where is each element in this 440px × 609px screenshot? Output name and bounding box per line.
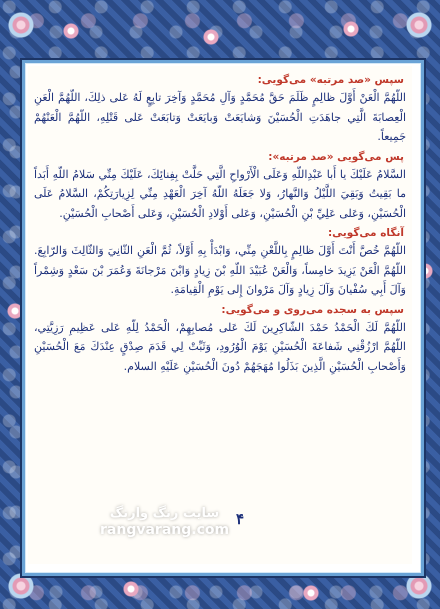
- section-heading: سپس به سجده می‌روی و می‌گویی:: [221, 303, 404, 316]
- watermark-url: rangvarang.com: [100, 522, 230, 538]
- floral-ornament-icon: [4, 8, 38, 42]
- page-number: ۴: [236, 510, 245, 528]
- flower-icon: [300, 582, 322, 604]
- section-3: [34, 227, 406, 300]
- section-heading: سپس «صد مرتبه» می‌گویی:: [257, 74, 404, 86]
- prayer-page: [28, 66, 412, 564]
- prayer-text: السَّلامُ عَلَيْكَ يا أَبا عَبْدِاللّهِ وَعَلَى الْأَرْواحِ الَّتِي حَلَّتْ بِفِنائِكَ، عَلَيْكَ مِنِّي سَلامُ اللّهِ أَبَداً ما بَقِيتُ وَبَقِيَ اللَّيْلُ وَالنَّهارُ، وَلا جَعَلَهُ اللّهُ آخِرَ الْعَهْدِ مِنِّي لِزِيارَتِكُمْ، السَّلامُ عَلَى الْحُسَيْنِ، وَعَلى عَلِيِّ بْنِ الْحُسَيْنِ، وَعَلى أَوْلادِ الْحُسَيْنِ، وَعَلى أَصْحابِ الْحُسَيْنِ.: [34, 167, 406, 220]
- flower-icon: [340, 18, 362, 40]
- watermark-persian: سایت رنگ وارنگ: [109, 506, 220, 521]
- prayer-text: اللّهُمَّ خُصَّ أَنْتَ أَوَّلَ ظالِمٍ بِاللَّعْنِ مِنِّي، وَابْدَأْ بِهِ أَوَّلاً، ثُمَّ الْعَنِ الثّانِيَ وَالثّالِثَ وَالرّابِعَ. اللّهُمَّ الْعَنْ يَزِيدَ خامِساً، وَالْعَنْ عُبَيْدَ اللّهِ بْنَ زِيادٍ وَابْنَ مَرْجانَةَ وَعُمَرَ بْنَ سَعْدٍ وَشِمْراً وَآلَ أَبِي سُفْيانَ وَآلَ زِيادٍ وَآلَ مَرْوانَ إِلى يَوْمِ الْقِيامَةِ.: [34, 244, 406, 296]
- floral-ornament-icon: [402, 8, 436, 42]
- section-heading: آنگاه می‌گویی:: [327, 227, 404, 239]
- prayer-text: اللّهُمَّ لَكَ الْحَمْدُ حَمْدَ الشّاكِرِينَ لَكَ عَلى مُصابِهِمْ، الْحَمْدُ لِلّهِ عَلى عَظِيمِ رَزِيَّتِي، اللّهُمَّ ارْزُقْنِي شَفاعَةَ الْحُسَيْنِ يَوْمَ الْوُرُودِ، وَثَبِّتْ لِي قَدَمَ صِدْقٍ عِنْدَكَ مَعَ الْحُسَيْنِ وَأَصْحابِ الْحُسَيْنِ الَّذِينَ بَذَلُوا مُهَجَهُمْ دُونَ الْحُسَيْنِ عَلَيْهِ السلام.: [34, 320, 406, 373]
- flower-icon: [200, 26, 222, 48]
- flower-icon: [120, 578, 142, 600]
- section-4: [34, 304, 406, 377]
- prayer-text: اللّهُمَّ الْعَنْ أَوَّلَ ظالِمٍ ظَلَمَ حَقَّ مُحَمَّدٍ وَآلِ مُحَمَّدٍ وَآخِرَ تابِعٍ لَهُ عَلى ذلِكَ، اللّهُمَّ الْعَنِ الْعِصابَةَ الَّتِي جاهَدَتِ الْحُسَيْنَ وَشايَعَتْ وَبايَعَتْ وَتابَعَتْ عَلى قَتْلِهِ، اللّهُمَّ الْعَنْهُمْ جَمِيعاً.: [34, 91, 406, 143]
- site-watermark: [100, 506, 229, 538]
- section-2: [34, 151, 406, 224]
- section-1: [34, 74, 406, 147]
- section-heading: پس می‌گویی «صد مرتبه»:: [268, 150, 404, 163]
- flower-icon: [60, 20, 82, 42]
